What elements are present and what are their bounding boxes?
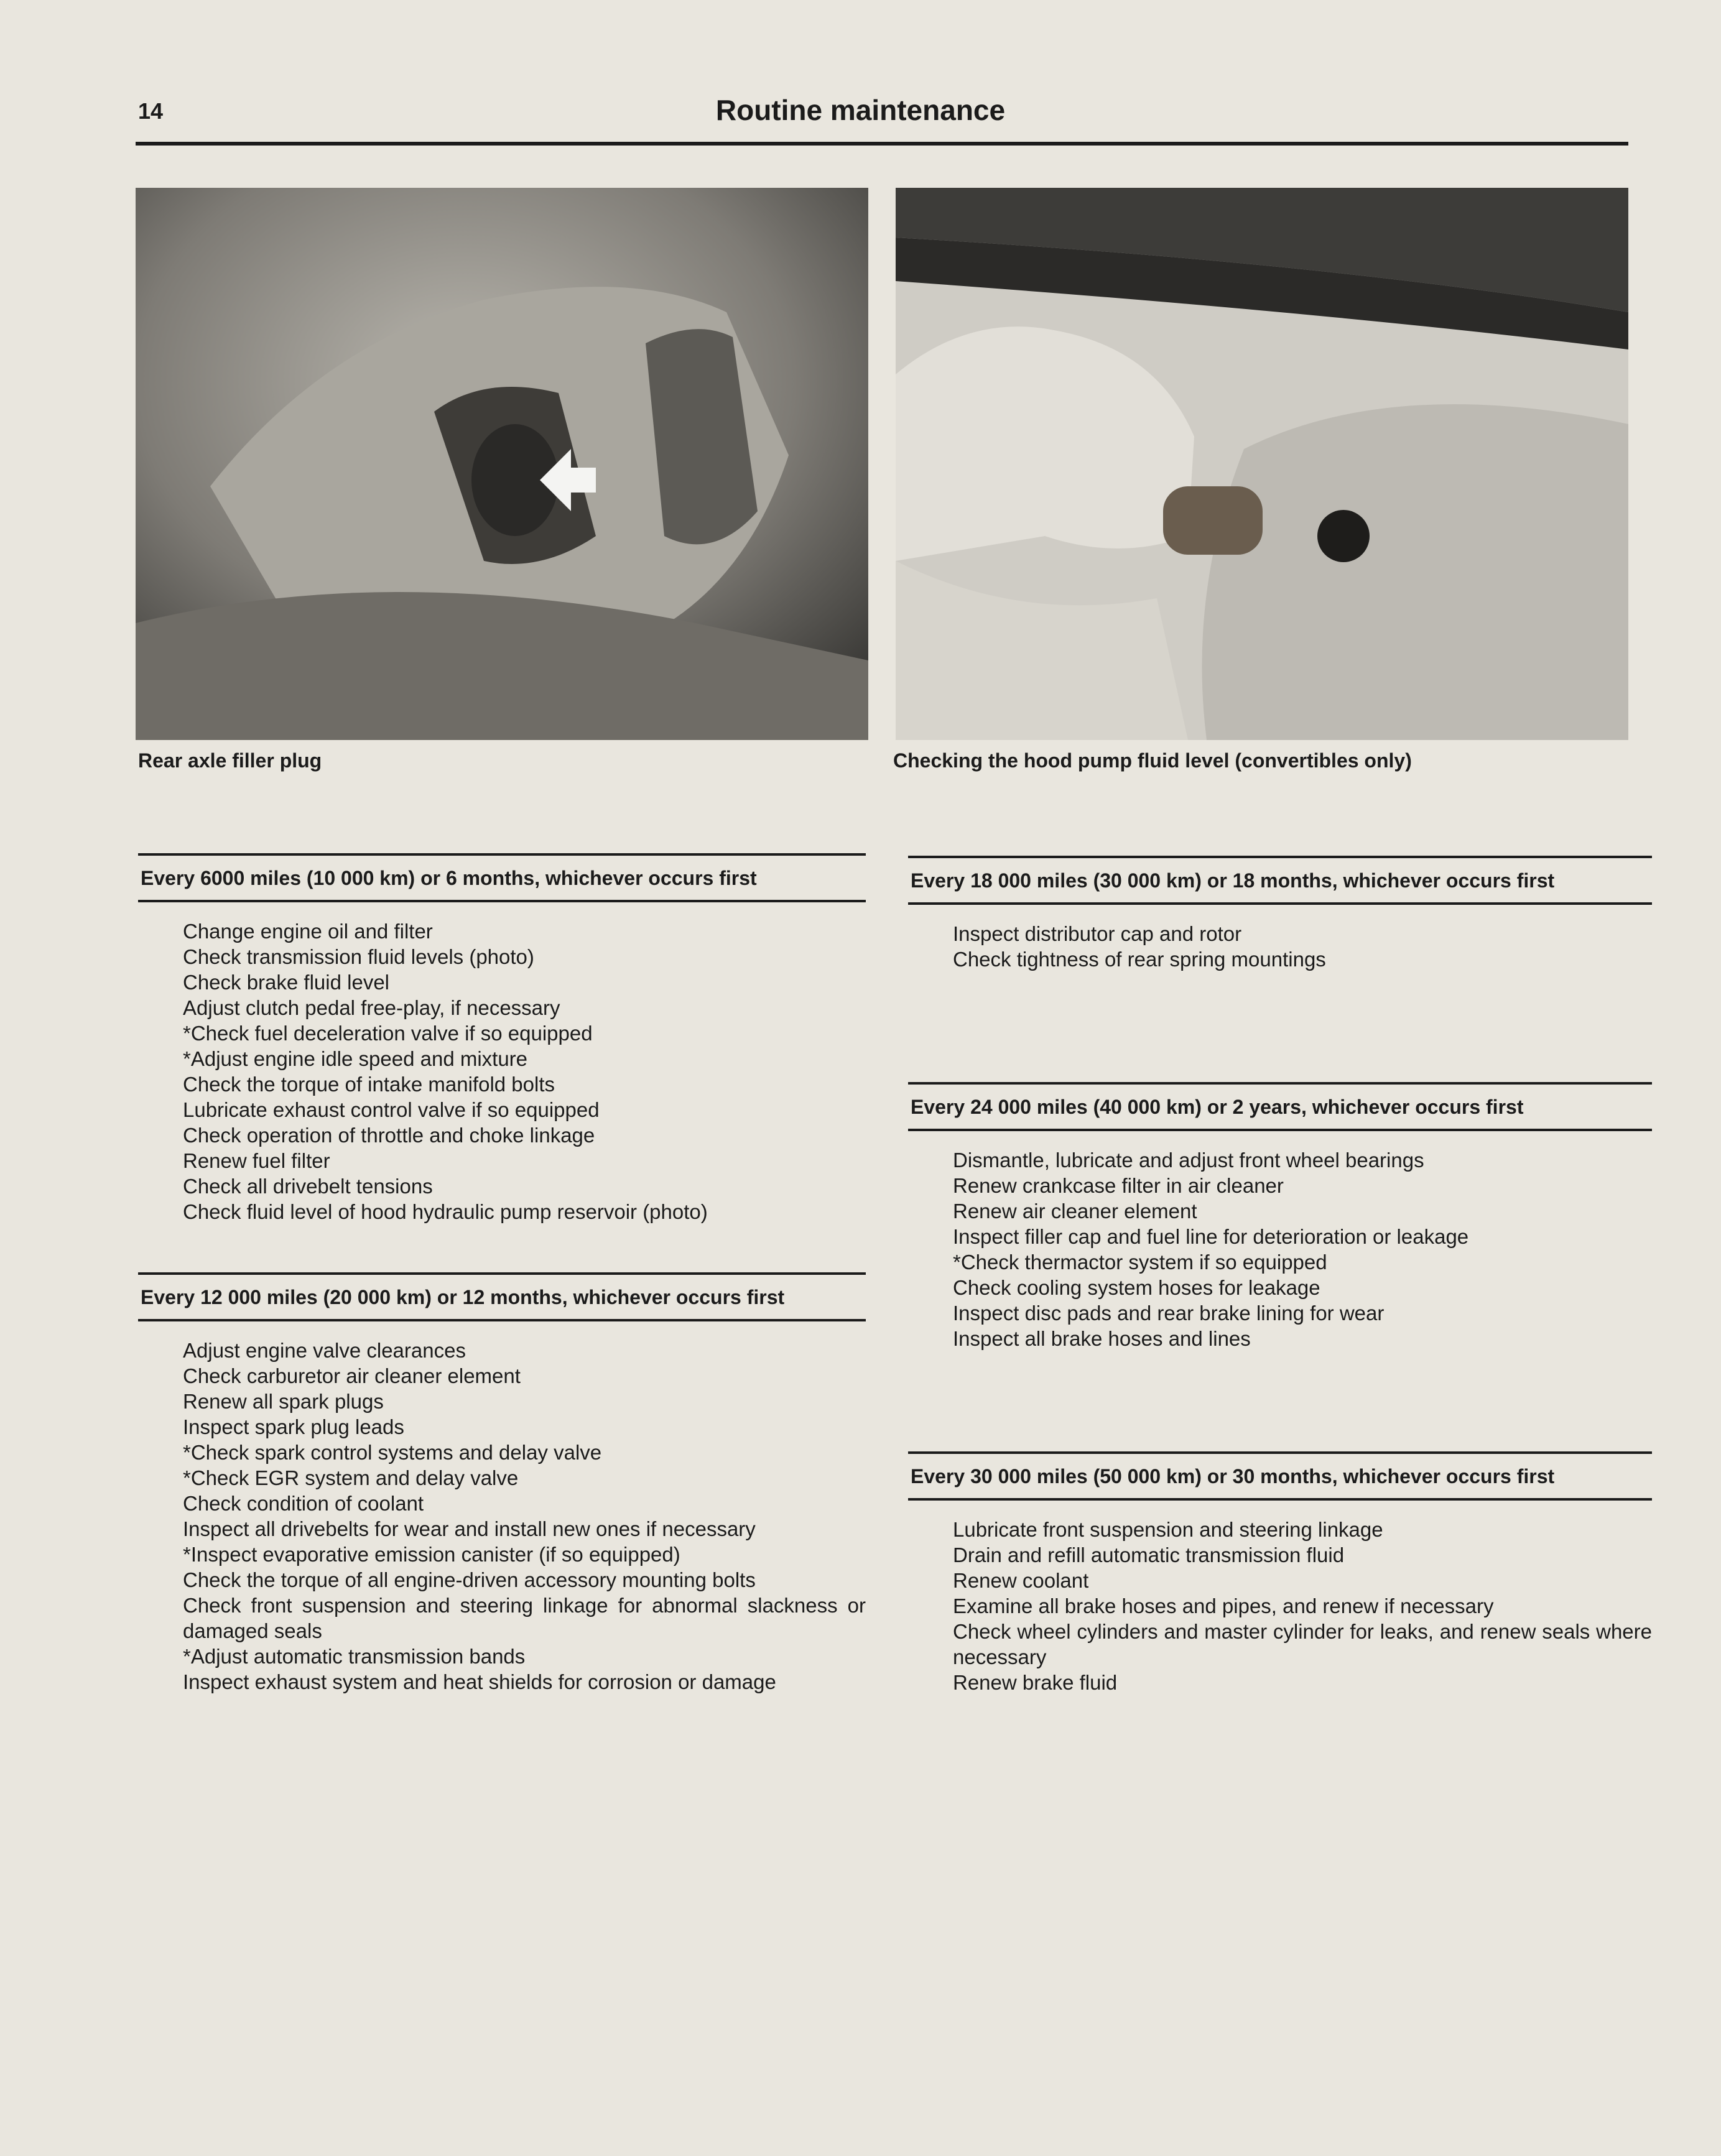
- section-18000-miles: [908, 856, 1652, 972]
- list-item: Inspect all drivebelts for wear and install new ones if necessary: [183, 1517, 756, 1540]
- section-heading: Every 18 000 miles (30 000 km) or 18 months, whichever occurs first: [908, 856, 1652, 905]
- list-item: *Check EGR system and delay valve: [183, 1466, 519, 1489]
- list-item: Dismantle, lubricate and adjust front wheel bearings: [953, 1149, 1424, 1172]
- section-heading: Every 12 000 miles (20 000 km) or 12 months, whichever occurs first: [138, 1272, 866, 1321]
- list-item: Check fluid level of hood hydraulic pump reservoir (photo): [183, 1200, 708, 1223]
- list-item: Check carburetor air cleaner element: [183, 1364, 521, 1387]
- list-item: Check all drivebelt tensions: [183, 1175, 433, 1198]
- list-item: Renew fuel filter: [183, 1149, 330, 1172]
- list-item: *Check fuel deceleration valve if so equipped: [183, 1022, 593, 1045]
- list-item: Check front suspension and steering linkage for abnormal slackness or damaged seals: [183, 1594, 866, 1642]
- section-heading: Every 24 000 miles (40 000 km) or 2 years, whichever occurs first: [908, 1082, 1652, 1131]
- section-30000-miles: [908, 1451, 1652, 1695]
- list-item: Check condition of coolant: [183, 1492, 424, 1515]
- header-rule: [136, 142, 1628, 146]
- list-item: Inspect filler cap and fuel line for deterioration or leakage: [953, 1225, 1469, 1248]
- list-item: Inspect disc pads and rear brake lining for wear: [953, 1302, 1385, 1325]
- hood-pump-photo: [896, 188, 1628, 740]
- list-item: *Check thermactor system if so equipped: [953, 1251, 1327, 1274]
- checklist: [138, 902, 866, 1224]
- checklist: [908, 1131, 1652, 1351]
- list-item: Check transmission fluid levels (photo): [183, 945, 534, 968]
- list-item: Drain and refill automatic transmission fluid: [953, 1543, 1345, 1566]
- figure-caption-hood-pump: Checking the hood pump fluid level (convertibles only): [893, 749, 1412, 772]
- section-heading: Every 6000 miles (10 000 km) or 6 months, whichever occurs first: [138, 853, 866, 902]
- list-item: Renew all spark plugs: [183, 1390, 384, 1413]
- list-item: Check the torque of all engine-driven accessory mounting bolts: [183, 1568, 756, 1591]
- section-heading: Every 30 000 miles (50 000 km) or 30 months, whichever occurs first: [908, 1451, 1652, 1501]
- list-item: Renew coolant: [953, 1569, 1089, 1592]
- list-item: Check cooling system hoses for leakage: [953, 1276, 1320, 1299]
- running-title: Routine maintenance: [715, 94, 1006, 126]
- list-item: Check wheel cylinders and master cylinder for leaks, and renew seals where necessary: [953, 1620, 1652, 1668]
- checklist: [138, 1321, 866, 1695]
- list-item: Check brake fluid level: [183, 971, 389, 994]
- list-item: Lubricate exhaust control valve if so equipped: [183, 1098, 600, 1121]
- list-item: Renew brake fluid: [953, 1671, 1118, 1694]
- section-12000-miles: [138, 1272, 866, 1695]
- list-item: Adjust clutch pedal free-play, if necessary: [183, 996, 560, 1019]
- checklist: [908, 905, 1652, 972]
- figure-caption-rear-axle: Rear axle filler plug: [138, 749, 322, 772]
- list-item: Adjust engine valve clearances: [183, 1339, 466, 1362]
- list-item: *Adjust engine idle speed and mixture: [183, 1047, 528, 1070]
- list-item: Check the torque of intake manifold bolts: [183, 1073, 555, 1096]
- section-24000-miles: [908, 1082, 1652, 1351]
- page-number: 14: [138, 98, 164, 124]
- list-item: Inspect spark plug leads: [183, 1415, 404, 1438]
- list-item: Renew crankcase filter in air cleaner: [953, 1174, 1284, 1197]
- list-item: Inspect exhaust system and heat shields for corrosion or damage: [183, 1670, 776, 1693]
- section-6000-miles: [138, 853, 866, 1224]
- list-item: Check tightness of rear spring mountings: [953, 948, 1326, 971]
- list-item: Inspect all brake hoses and lines: [953, 1327, 1251, 1350]
- list-item: *Inspect evaporative emission canister (if so equipped): [183, 1543, 680, 1566]
- list-item: Inspect distributor cap and rotor: [953, 922, 1242, 945]
- list-item: *Adjust automatic transmission bands: [183, 1645, 526, 1668]
- rear-axle-photo: [136, 188, 868, 740]
- checklist: [908, 1501, 1652, 1695]
- list-item: Lubricate front suspension and steering linkage: [953, 1518, 1383, 1541]
- list-item: Change engine oil and filter: [183, 920, 433, 943]
- list-item: Check operation of throttle and choke linkage: [183, 1124, 595, 1147]
- list-item: Examine all brake hoses and pipes, and renew if necessary: [953, 1594, 1494, 1617]
- list-item: Renew air cleaner element: [953, 1200, 1197, 1223]
- list-item: *Check spark control systems and delay valve: [183, 1441, 602, 1464]
